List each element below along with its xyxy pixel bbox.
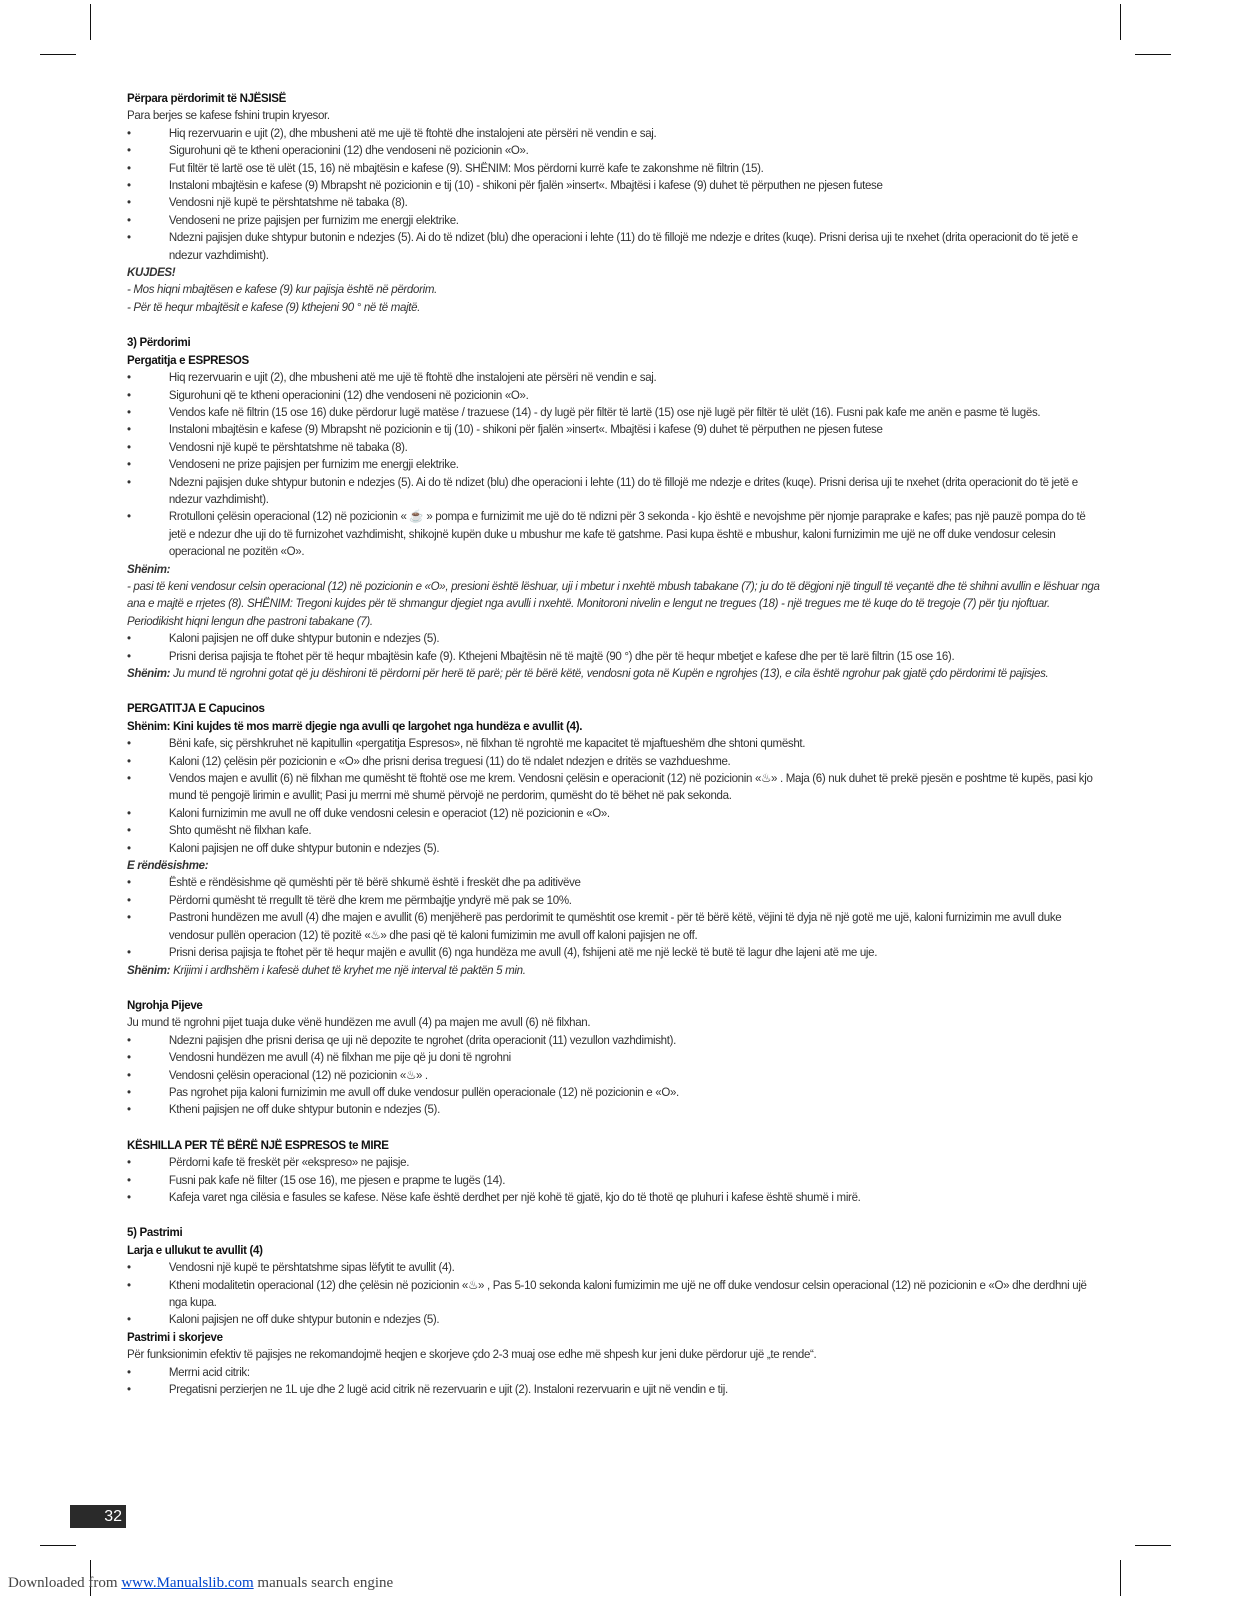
bullet-dot-icon: • <box>127 387 131 402</box>
section-heading: Ngrohja Pijeve <box>127 997 203 1012</box>
bullet-text: Ktheni pajisjen ne off duke shtypur butonin e ndezjes (5). <box>168 1102 440 1117</box>
warning-text: - Mos hiqni mbajtësen e kafese (9) kur pajisja është në përdorim. <box>127 282 437 297</box>
bullet-dot-icon: • <box>127 1084 131 1099</box>
bullet-text: Ndezni pajisjen duke shtypur butonin e ndezjes (5). Ai do të ndizet (blu) dhe operacioni i lehte (11) do të fillojë me ndezje e drites (kuqe). Prisni derisa uji te nxehet (drita operacionit do të jetë e ndezur vazhdimisht). <box>168 474 1078 506</box>
bullet-dot-icon: • <box>127 1260 131 1275</box>
bullet-item <box>127 125 1100 142</box>
bullet-item <box>127 1259 1100 1276</box>
bullet-item <box>127 630 1100 647</box>
warning-title: KUJDES! <box>127 265 176 280</box>
bullet-item <box>127 1067 1100 1084</box>
bullet-item <box>127 1364 1100 1381</box>
bullet-item <box>127 1084 1100 1101</box>
section-heading: Larja e ullukut te avullit (4) <box>127 1242 263 1257</box>
bullet-dot-icon: • <box>127 823 131 838</box>
warning-text: - Për të hequr mbajtësit e kafese (9) kthejeni 90 ° në të majtë. <box>127 299 421 314</box>
bullet-item <box>127 1311 1100 1328</box>
section-heading: 3) Përdorimi <box>127 335 191 350</box>
bullet-item <box>127 1381 1100 1398</box>
warning-title: E rëndësishme: <box>127 858 209 873</box>
bullet-text: Ndezni pajisjen dhe prisni derisa qe uji në depozite te ngrohet (drita operacionit (11) vezullon vazhdimisht). <box>168 1032 677 1047</box>
bullet-text: Vendoseni ne prize pajisjen per furnizim me energji elektrike. <box>168 457 459 472</box>
bullet-dot-icon: • <box>127 457 131 472</box>
bullet-item <box>127 840 1100 857</box>
section-heading: Përpara përdorimit të NJËSISË <box>127 91 287 105</box>
bullet-dot-icon: • <box>127 1172 131 1187</box>
warning-text: - pasi të keni vendosur celsin operacional (12) në pozicionin e «O», presioni është lëshuar, uji i mbetur i nxehtë mbush tabakane (7); ju do të dëgjoni një tingull të veçantë dhe të shihni avullin e lëshuar nga ana e majtë e rrjetes (8). SHËNIM: Tregoni kujdes për të shmangur djegiet nga avulli i nxehtë. Monitoroni nivelin e lengut ne tregues (18) - një tregues me të kuqe do të tregoje (7) për tju njoftuar. Periodikisht hiqni lengun dhe pastroni tabakane (7). <box>127 578 1100 628</box>
bullet-text: Fusni pak kafe në filter (15 ose 16), me pjesen e prapme te lugës (14). <box>168 1172 506 1187</box>
bullet-text: Hiq rezervuarin e ujit (2), dhe mbusheni atë me ujë të ftohtë dhe instalojeni ate përsëri në vendin e saj. <box>168 125 657 140</box>
section-heading: Shënim: Kini kujdes të mos marrë djegie nga avulli qe largohet nga hundëza e avullit (4). <box>127 718 583 733</box>
section-gap <box>127 1119 1100 1137</box>
bullet-item <box>127 142 1100 159</box>
paragraph: Ju mund të ngrohni pijet tuaja duke vënë hundëzen me avull (4) pa majen me avull (6) në filxhan. <box>127 1015 591 1030</box>
bullet-text: Kaloni (12) çelësin për pozicionin e «O» dhe prisni derisa treguesi (11) do të ndalet ndezjen e dritës se vazhdueshme. <box>168 753 731 768</box>
bullet-dot-icon: • <box>127 1032 131 1047</box>
footer-prefix: Downloaded from <box>8 1575 122 1591</box>
bullet-dot-icon: • <box>127 840 131 855</box>
crop-mark <box>1120 4 1121 40</box>
bullet-item <box>127 735 1100 752</box>
bullet-text: Vendosni një kupë te përshtatshme në tabaka (8). <box>168 195 408 210</box>
section-heading: PERGATITJA E Capucinos <box>127 701 265 716</box>
bullet-dot-icon: • <box>127 370 131 385</box>
section-heading: Pergatitja e ESPRESOS <box>127 352 249 367</box>
bullet-text: Shto qumësht në filxhan kafe. <box>168 823 312 838</box>
bullet-item <box>127 770 1100 805</box>
bullet-item <box>127 1154 1100 1171</box>
note-text: Ju mund të ngrohni gotat që ju dëshironi të përdorni për herë të parë; për të bërë këtë, vendosni gota në Kupën e ngrohjes (13), e cila është ngrohur pak gjatë çdo përdorimi të pajisjes. <box>170 666 1049 680</box>
manualslib-link[interactable]: www.Manualslib.com <box>121 1575 254 1591</box>
bullet-dot-icon: • <box>127 1155 131 1170</box>
bullet-dot-icon: • <box>127 143 131 158</box>
bullet-item <box>127 753 1100 770</box>
bullet-dot-icon: • <box>127 212 131 227</box>
bullet-dot-icon: • <box>127 736 131 751</box>
bullet-item <box>127 1032 1100 1049</box>
bullet-text: Sigurohuni që te ktheni operacionini (12) dhe vendoseni në pozicionin «O». <box>168 387 529 402</box>
footer-suffix: manuals search engine <box>253 1575 394 1591</box>
bullet-dot-icon: • <box>127 509 131 524</box>
bullet-item <box>127 177 1100 194</box>
bullet-dot-icon: • <box>127 439 131 454</box>
bullet-dot-icon: • <box>127 404 131 419</box>
bullet-text: Vendos kafe në filtrin (15 ose 16) duke përdorur lugë matëse / trazuese (14) - dy lugë për filtër të lartë (15) ose një lugë për filtër të ulët (16). Fusni pak kafe me anën e pasme të lugës. <box>168 404 1041 419</box>
bullet-text: Sigurohuni që te ktheni operacionini (12) dhe vendoseni në pozicionin «O». <box>168 143 529 158</box>
bullet-dot-icon: • <box>127 1102 131 1117</box>
section-heading: Pastrimi i skorjeve <box>127 1329 223 1344</box>
note-text: Krijimi i ardhshëm i kafesë duhet të kryhet me një interval të paktën 5 min. <box>170 962 526 977</box>
bullet-text: Rrotulloni çelësin operacional (12) në pozicionin « ☕ » pompa e furnizimit me ujë do të ndizni për 3 sekonda - kjo është e nevojshme për njomje paraprake e kafes; pas një pauzë pompa do të jetë e ndezur dhe uji do të furnizohet vazhdimisht, shikojnë kupën duke u mbushur me kafe të gatshme. Pasi kupa është e mbushur, kaloni furnizimin me ujë ne off duke vendosur celesin operacional ne pozitën «O». <box>168 509 1086 559</box>
section-heading: KËSHILLA PER TË BËRË NJË ESPRESOS te MIRE <box>127 1137 389 1152</box>
bullet-item <box>127 229 1100 264</box>
bullet-dot-icon: • <box>127 648 131 663</box>
bullet-item <box>127 212 1100 229</box>
bullet-text: Prisni derisa pajisja te ftohet për të hequr majën e avullit (6) nga hundëza me avull (4), fshijeni atë me një leckë të butë të lagur dhe lajeni atë me uje. <box>168 945 878 960</box>
note-label: Shënim: <box>127 666 171 680</box>
bullet-text: Ktheni modalitetin operacional (12) dhe çelësin në pozicionin «♨» , Pas 5-10 sekonda kaloni fumizimin me ujë ne off duke vendosur celsin operacional (12) në pozicionin e «O» dhe derdhni ujë nga kupa. <box>168 1277 1087 1309</box>
bullet-item <box>127 648 1100 665</box>
bullet-dot-icon: • <box>127 178 131 193</box>
bullet-dot-icon: • <box>127 1382 131 1397</box>
bullet-dot-icon: • <box>127 1189 131 1204</box>
bullet-item <box>127 805 1100 822</box>
bullet-text: Instaloni mbajtësin e kafese (9) Mbrapsht në pozicionin e tij (10) - shikoni për fjalën »insert«. Mbajtësi i kafese (9) duhet të përputhen ne pjesen futese <box>168 178 883 193</box>
bullet-item <box>127 1049 1100 1066</box>
bullet-dot-icon: • <box>127 1364 131 1379</box>
bullet-item <box>127 822 1100 839</box>
bullet-item <box>127 944 1100 961</box>
section-gap <box>127 979 1100 997</box>
warning-title: Shënim: <box>127 561 171 576</box>
bullet-dot-icon: • <box>127 875 131 890</box>
note-paragraph <box>127 962 1100 979</box>
bullet-dot-icon: • <box>127 195 131 210</box>
bullet-text: Kaloni pajisjen ne off duke shtypur butonin e ndezjes (5). <box>168 1312 440 1327</box>
bullet-text: Prisni derisa pajisja te ftohet për të hequr mbajtësin kafe (9). Kthejeni Mbajtësin në të majtë (90 °) dhe për të hequr mbetjet e kafese dhe per të larë filtrin (15 ose 16). <box>168 648 955 663</box>
section-gap <box>127 316 1100 334</box>
note-label: Shënim: <box>127 962 171 977</box>
bullet-item <box>127 874 1100 891</box>
bullet-item <box>127 892 1100 909</box>
section-gap <box>127 682 1100 700</box>
bullet-text: Vendoseni ne prize pajisjen per furnizim me energji elektrike. <box>168 212 459 227</box>
bullet-text: Kaloni furnizimin me avull ne off duke vendosni celesin e operaciot (12) në pozicionin e «O». <box>168 805 610 820</box>
crop-mark <box>1135 1545 1171 1546</box>
bullet-dot-icon: • <box>127 1312 131 1327</box>
bullet-text: Instaloni mbajtësin e kafese (9) Mbrapsht në pozicionin e tij (10) - shikoni për fjalën »insert«. Mbajtësi i kafese (9) duhet të përputhen ne pjesen futese <box>168 422 883 437</box>
section-heading: 5) Pastrimi <box>127 1225 183 1240</box>
bullet-text: Ndezni pajisjen duke shtypur butonin e ndezjes (5). Ai do të ndizet (blu) dhe operacioni i lehte (11) do të fillojë me ndezje e drites (kuqe). Prisni derisa uji te nxehet (drita operacionit do të jetë e ndezur vazhdimisht). <box>168 230 1078 262</box>
bullet-item <box>127 194 1100 211</box>
bullet-dot-icon: • <box>127 1277 131 1292</box>
bullet-text: Fut filtër të lartë ose të ulët (15, 16) në mbajtësin e kafese (9). SHËNIM: Mos përdorni kurrë kafe te zakonshme në filtrin (15). <box>168 160 764 175</box>
bullet-dot-icon: • <box>127 910 131 925</box>
download-footer <box>8 1575 393 1592</box>
bullet-dot-icon: • <box>127 753 131 768</box>
crop-mark <box>1135 54 1171 55</box>
bullet-item <box>127 456 1100 473</box>
bullet-text: Pregatisni perzierjen ne 1L uje dhe 2 lugë acid citrik në rezervuarin e ujit (2). Instaloni rezervuarin e ujit në vendin e tij. <box>168 1382 728 1397</box>
bullet-item <box>127 1189 1100 1206</box>
bullet-text: Pastroni hundëzen me avull (4) dhe majen e avullit (6) menjëherë pas perdorimit te qumështit ose kremit - për të bërë këtë, vëjini të dyja në një gotë me ujë, kaloni furnizimin me avull duke vendosur pullën operacion (12) të pozitë «♨» dhe pasi që të kaloni fumizimin me avull off kaloni pajisjen ne off. <box>168 910 1062 942</box>
bullet-item <box>127 508 1100 560</box>
bullet-dot-icon: • <box>127 805 131 820</box>
bullet-dot-icon: • <box>127 1050 131 1065</box>
bullet-text: Vendosni një kupë te përshtatshme në tabaka (8). <box>168 439 408 454</box>
bullet-text: Vendosni një kupë te përshtatshme sipas lëfytit te avullit (4). <box>168 1260 455 1275</box>
page-number: 32 <box>70 1505 126 1528</box>
bullet-text: Kaloni pajisjen ne off duke shtypur butonin e ndezjes (5). <box>168 840 440 855</box>
bullet-item <box>127 160 1100 177</box>
bullet-dot-icon: • <box>127 945 131 960</box>
paragraph: Për funksionimin efektiv të pajisjes ne rekomandojmë heqjen e skorjeve çdo 2-3 muaj ose edhe më shpesh kur jeni duke përdorur ujë „te rende“. <box>127 1347 817 1362</box>
crop-mark <box>40 54 76 55</box>
bullet-dot-icon: • <box>127 160 131 175</box>
bullet-dot-icon: • <box>127 474 131 489</box>
note-paragraph <box>127 665 1100 682</box>
bullet-item <box>127 369 1100 386</box>
bullet-item <box>127 404 1100 421</box>
bullet-text: Vendosni çelësin operacional (12) në pozicionin «♨» . <box>168 1067 428 1082</box>
bullet-dot-icon: • <box>127 631 131 646</box>
bullet-dot-icon: • <box>127 771 131 786</box>
bullet-item <box>127 1277 1100 1312</box>
bullet-text: Pas ngrohet pija kaloni furnizimin me avull off duke vendosur pullën operacionale (12) në pozicionin e «O». <box>168 1084 679 1099</box>
bullet-item <box>127 1172 1100 1189</box>
bullet-text: Vendos majen e avullit (6) në filxhan me qumësht të ftohtë ose me krem. Vendosni çelësin e operacionit (12) në pozicionin «♨» . Maja (6) nuk duhet të prekë pjesën e poshtme të kupës, pasi kjo mund të pengojë lirimin e avullit; Pasi ju merrni më shumë përvojë ne perdorim, qumësht do të bëhet në pak sekonda. <box>168 771 1093 803</box>
bullet-text: Merrni acid citrik: <box>168 1364 250 1379</box>
bullet-text: Bëni kafe, siç përshkruhet në kapitullin «pergatitja Espresos», në filxhan të ngrohtë me kapacitet të mjaftueshëm dhe shtoni qumësht. <box>168 736 806 751</box>
bullet-text: Vendosni hundëzen me avull (4) në filxhan me pije që ju doni të ngrohni <box>168 1050 511 1065</box>
bullet-item <box>127 909 1100 944</box>
paragraph: Para berjes se kafese fshini trupin kryesor. <box>127 108 330 123</box>
document-body <box>127 90 1100 1398</box>
bullet-item <box>127 474 1100 509</box>
bullet-text: Hiq rezervuarin e ujit (2), dhe mbusheni atë me ujë të ftohtë dhe instalojeni ate përsëri në vendin e saj. <box>168 370 657 385</box>
bullet-dot-icon: • <box>127 1067 131 1082</box>
bullet-dot-icon: • <box>127 892 131 907</box>
bullet-text: Është e rëndësishme që qumështi për të bërë shkumë është i freskët dhe pa aditivëve <box>168 875 581 890</box>
bullet-item <box>127 1101 1100 1118</box>
bullet-text: Kafeja varet nga cilësia e fasules se kafese. Nëse kafe është derdhet per një kohë të gjatë, kjo do të thotë qe pluhuri i kafese është shumë i mirë. <box>168 1189 861 1204</box>
crop-mark <box>40 1545 76 1546</box>
bullet-dot-icon: • <box>127 125 131 140</box>
bullet-item <box>127 439 1100 456</box>
bullet-item <box>127 387 1100 404</box>
bullet-dot-icon: • <box>127 230 131 245</box>
crop-mark <box>1120 1560 1121 1596</box>
bullet-text: Kaloni pajisjen ne off duke shtypur butonin e ndezjes (5). <box>168 631 440 646</box>
bullet-text: Përdorni qumësht të rregullt të tërë dhe krem me përmbajtje yndyrë më pak se 10%. <box>168 892 572 907</box>
section-gap <box>127 1206 1100 1224</box>
crop-mark <box>90 4 91 40</box>
bullet-text: Përdorni kafe të freskët për «ekspreso» ne pajisje. <box>168 1155 410 1170</box>
bullet-dot-icon: • <box>127 422 131 437</box>
bullet-item <box>127 421 1100 438</box>
